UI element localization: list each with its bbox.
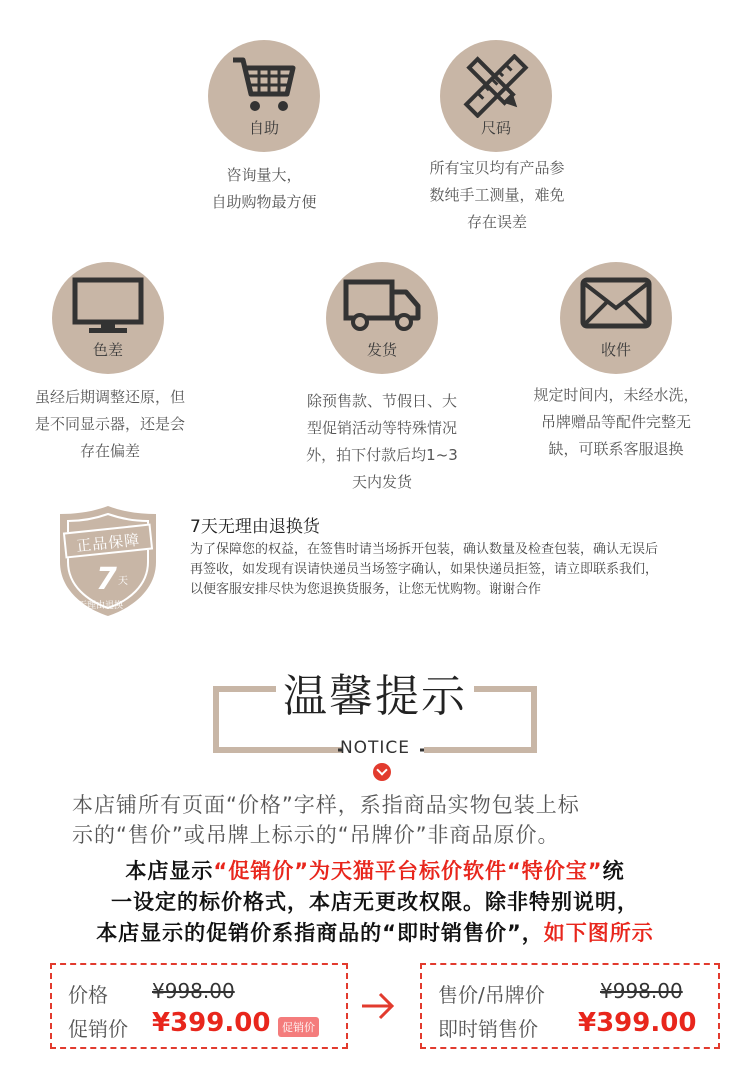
return-policy-title: 7天无理由退换货 <box>190 517 320 537</box>
notice-line: 本店铺所有页面“价格”字样，系指商品实物包装上标 <box>72 793 580 817</box>
desc-line: 数纯手工测量，难免 <box>429 186 565 204</box>
policy-line: 以便客服安排尽快为您退换货服务，让您无忧购物。谢谢合作 <box>190 582 542 597</box>
policy-line: 为了保障您的权益，在签售时请当场拆开包装，确认数量及检查包装，确认无误后 <box>190 542 659 557</box>
original-price: ¥998.00 <box>152 979 235 1003</box>
promo-tag: 促销价 <box>278 1017 319 1037</box>
text-segment: 本店显示 <box>125 859 214 883</box>
desc-line: 存在误差 <box>466 213 527 231</box>
badge-subtitle: 无理由退换 <box>78 601 124 611</box>
feature-label: 发货 <box>366 341 397 359</box>
price-box-display <box>420 963 720 1049</box>
desc-line: 存在偏差 <box>79 442 140 460</box>
notice-line <box>0 918 750 949</box>
desc-line: 外，拍下付款后均1~3 <box>306 446 458 464</box>
promo-price-label: 促销价 <box>68 1017 128 1041</box>
price-label: 售价/吊牌价 <box>438 983 545 1007</box>
desc-line: 缺，可联系客服退换 <box>548 440 684 458</box>
highlight-text: 如下图所示 <box>543 921 654 945</box>
desc-line: 自助购物最方便 <box>211 193 317 211</box>
feature-label: 收件 <box>600 341 631 359</box>
desc-line: 是不同显示器，还是会 <box>34 415 185 433</box>
highlight-text: “促销价”为天猫平台标价软件“特价宝” <box>213 859 603 883</box>
desc-line: 除预售款、节假日、大 <box>306 392 457 410</box>
notice-label: NOTICE <box>339 738 411 758</box>
desc-line: 咨询量大， <box>226 166 302 184</box>
feature-label: 色差 <box>92 341 123 359</box>
policy-line: 再签收，如发现有误请快递员当场签字确认，如果快递员拒签，请立即联系我们， <box>190 562 659 577</box>
price-label: 价格 <box>68 983 108 1007</box>
original-price: ¥998.00 <box>600 979 683 1003</box>
desc-line: 天内发货 <box>351 473 412 491</box>
price-box-original <box>50 963 348 1049</box>
desc-line: 所有宝贝均有产品参 <box>429 159 565 177</box>
instant-price: ¥399.00 <box>578 1008 697 1038</box>
feature-label: 尺码 <box>480 119 511 137</box>
desc-line: 型促销活动等特殊情况 <box>306 419 457 437</box>
desc-line: 规定时间内，未经水洗， <box>533 386 699 404</box>
feature-label: 自助 <box>248 119 279 137</box>
notice-line: 一设定的标价格式，本店无更改权限。除非特别说明， <box>111 890 639 914</box>
desc-line: 吊牌赠品等配件完整无 <box>540 413 691 431</box>
badge-ribbon: 正品保障 <box>63 523 153 558</box>
arrow-right-icon <box>358 988 398 1024</box>
notice-text <box>72 790 712 850</box>
badge-number: 7 <box>96 562 117 597</box>
desc-line: 虽经后期调整还原，但 <box>34 388 185 406</box>
promo-price: ¥399.00 <box>152 1008 271 1038</box>
instant-price-label: 即时销售价 <box>438 1017 538 1041</box>
notice-line: 示的“售价”或吊牌上标示的“吊牌价”非商品原价。 <box>72 823 560 847</box>
notice-emphasis <box>0 856 750 949</box>
text-segment: 统 <box>602 859 625 883</box>
notice-title: 温馨提示 <box>283 671 467 722</box>
notice-line <box>0 856 750 887</box>
text-segment: 本店显示的促销价系指商品的“即时销售价”， <box>96 921 544 945</box>
badge-unit: 天 <box>118 576 128 587</box>
chevron-down-icon <box>373 763 391 781</box>
